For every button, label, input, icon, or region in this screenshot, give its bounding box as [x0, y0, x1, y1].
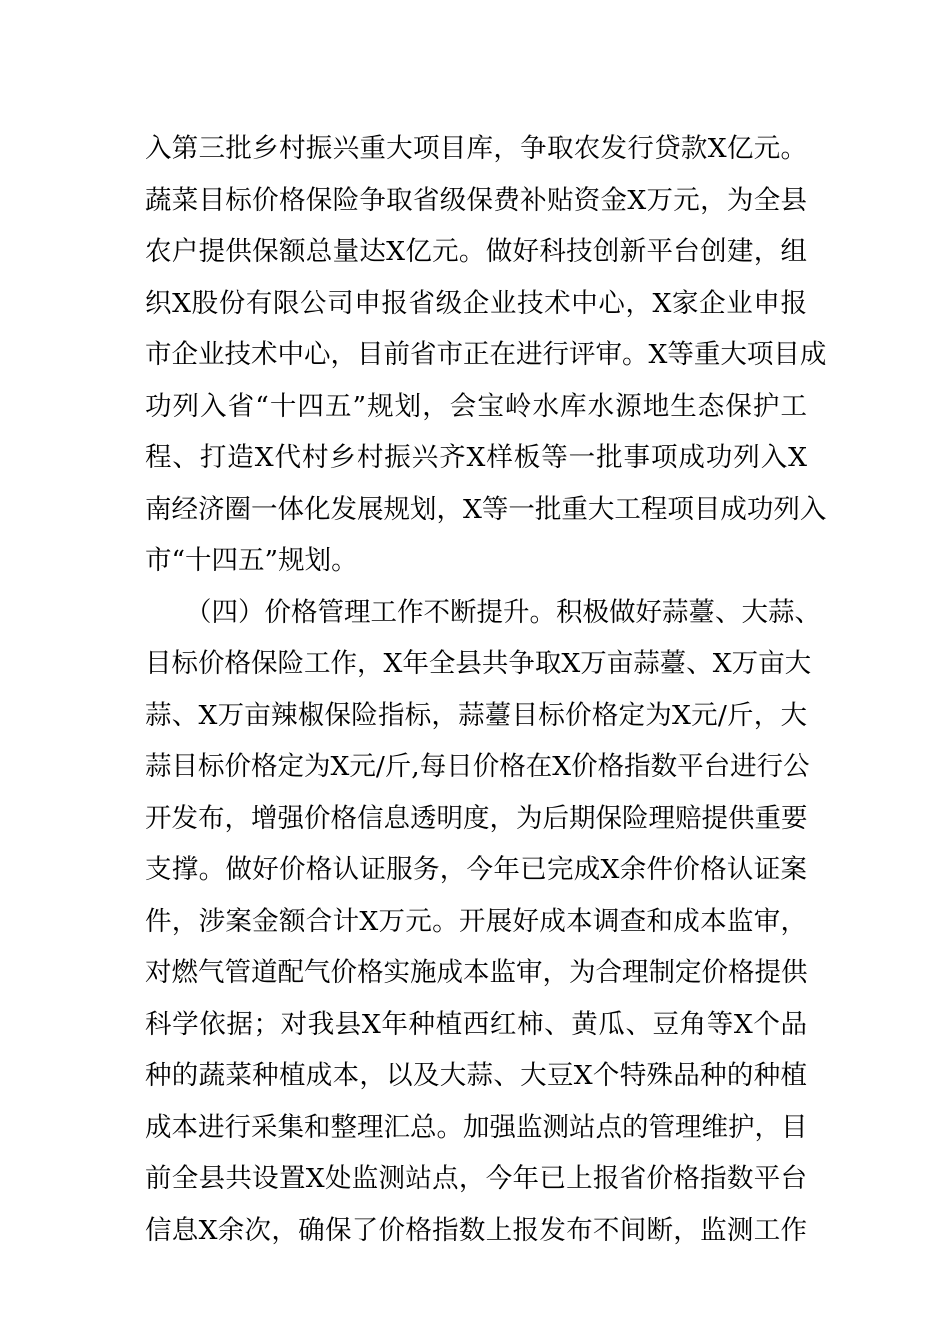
text-line-6: 功列入省“十四五”规划，会宝岭水库水源地生态保护工	[145, 391, 807, 422]
text-line-15: 支撑。做好价格认证服务，今年已完成X余件价格认证案	[145, 854, 807, 885]
text-line-17: 对燃气管道配气价格实施成本监审，为合理制定价格提供	[145, 957, 808, 988]
text-line-7: 程、打造X代村乡村振兴齐X样板等一批事项成功列入X	[145, 442, 807, 473]
section-heading-line: （四）价格管理工作不断提升。积极做好蒜薹、大蒜、	[185, 597, 821, 628]
text-line-12: 蒜、X万亩辣椒保险指标，蒜薹目标价格定为X元/斤，大	[145, 700, 807, 731]
text-line-18: 科学依据；对我县X年种植西红柿、黄瓜、豆角等X个品	[145, 1009, 807, 1040]
text-line-20: 成本进行采集和整理汇总。加强监测站点的管理维护，目	[145, 1112, 808, 1143]
text-line-1: 入第三批乡村振兴重大项目库，争取农发行贷款X亿元。	[145, 133, 807, 164]
text-line-8: 南经济圈一体化发展规划，X等一批重大工程项目成功列入	[145, 494, 827, 525]
text-line-3: 农户提供保额总量达X亿元。做好科技创新平台创建，组	[145, 236, 807, 267]
text-line-14: 开发布，增强价格信息透明度，为后期保险理赔提供重要	[145, 803, 808, 834]
text-line-16: 件，涉案金额合计X万元。开展好成本调查和成本监审，	[145, 906, 807, 937]
text-line-5: 市企业技术中心，目前省市正在进行评审。X等重大项目成	[145, 339, 827, 370]
text-line-9: 市“十四五”规划。	[145, 545, 358, 576]
text-line-2: 蔬菜目标价格保险争取省级保费补贴资金X万元，为全县	[145, 185, 807, 216]
text-line-11: 目标价格保险工作，X年全县共争取X万亩蒜薹、X万亩大	[145, 648, 812, 679]
text-line-22: 信息X余次，确保了价格指数上报发布不间断，监测工作	[145, 1215, 807, 1246]
text-line-21: 前全县共设置X处监测站点，今年已上报省价格指数平台	[145, 1163, 807, 1194]
text-line-13: 蒜目标价格定为X元/斤,每日价格在X价格指数平台进行公	[145, 751, 810, 782]
text-line-4: 织X股份有限公司申报省级企业技术中心，X家企业申报	[145, 288, 807, 319]
text-line-19: 种的蔬菜种植成本，以及大蒜、大豆X个特殊品种的种植	[145, 1060, 807, 1091]
